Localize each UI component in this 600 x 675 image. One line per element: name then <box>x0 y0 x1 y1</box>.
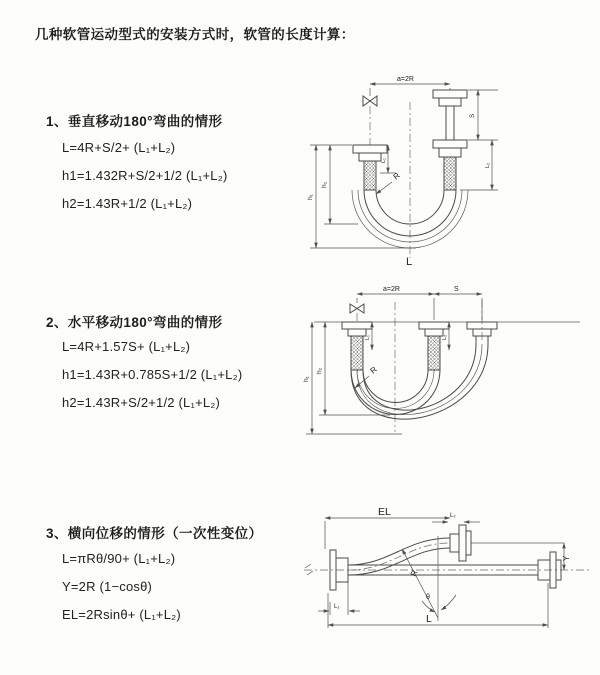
section-2-heading: 2、水平移动180°弯曲的情形 <box>46 315 223 330</box>
dim-label-theta: θ <box>426 594 430 601</box>
dim-label-r: R <box>408 568 420 578</box>
dimension-a2r <box>370 76 450 96</box>
section-1-heading: 1、垂直移动180°弯曲的情形 <box>46 114 223 129</box>
dim-label-l1: L₁ <box>365 335 371 340</box>
left-pipe-flange <box>342 322 372 370</box>
dim-label-l2: L₂ <box>485 162 491 168</box>
dim-label-y: Y <box>562 555 571 561</box>
valve-icon <box>350 304 364 322</box>
dim-label-r: R <box>368 364 379 376</box>
radius-callout <box>402 536 438 621</box>
dim-label-h2: h₂ <box>321 181 328 188</box>
diagram-vertical-180-bend <box>300 70 560 270</box>
radius-callout <box>376 171 402 194</box>
dimension-l1 <box>380 145 396 173</box>
dim-label-l: L <box>406 256 413 268</box>
dim-label-r: R <box>391 170 402 182</box>
diagram-lateral-displacement <box>298 503 598 658</box>
dim-label-s: S <box>454 286 459 293</box>
dimension-l2 <box>442 322 449 350</box>
formula-line: EL=2Rsinθ+ (L₁+L₂) <box>62 607 181 622</box>
formula-line: L=πRθ/90+ (L₁+L₂) <box>62 551 176 566</box>
dim-label-l1: L₁ <box>334 604 340 610</box>
hose-u-initial <box>351 370 440 415</box>
upper-flange <box>450 525 471 561</box>
dimension-h1 <box>307 145 416 248</box>
angle-theta <box>422 594 456 612</box>
dimension-s <box>468 90 498 140</box>
formula-line: h2=1.43R+S/2+1/2 (L₁+L₂) <box>62 395 221 410</box>
dim-label-l2: L₂ <box>442 334 448 340</box>
formula-line: L=4R+1.57S+ (L₁+L₂) <box>62 339 191 354</box>
valve-icon <box>363 96 377 145</box>
middle-pipe-flange <box>419 322 449 370</box>
dim-label-el: EL <box>378 506 391 518</box>
right-flange <box>538 552 561 588</box>
left-pipe-flange <box>353 145 387 190</box>
dim-label-l: L <box>426 613 432 625</box>
dim-label-h1: h₁ <box>307 194 314 200</box>
formula-line: Y=2R (1−cosθ) <box>62 579 153 594</box>
dim-label-l2: L₂ <box>450 513 456 519</box>
dimension-h2 <box>321 145 358 224</box>
break-mark <box>305 564 313 575</box>
hose-s-curve <box>348 538 450 575</box>
formula-line: h1=1.432R+S/2+1/2 (L₁+L₂) <box>62 168 228 183</box>
dim-label-h2: h₂ <box>316 367 323 374</box>
formula-line: L=4R+S/2+ (L₁+L₂) <box>62 140 176 155</box>
dim-label-a2r: a=2R <box>383 286 400 293</box>
dimension-l1 <box>365 322 372 350</box>
dim-label-s: S <box>469 113 476 118</box>
dimension-l2 <box>432 513 480 522</box>
diagram-horizontal-180-bend <box>298 282 598 462</box>
dimension-l1 <box>318 579 360 615</box>
dimension-el <box>325 506 450 549</box>
dim-label-h1: h₁ <box>303 376 310 382</box>
page-title: 几种软管运动型式的安装方式时，软管的长度计算： <box>35 27 355 42</box>
formula-line: h2=1.43R+1/2 (L₁+L₂) <box>62 196 193 211</box>
dimension-a2r <box>357 286 482 320</box>
right-pipe-flange <box>433 90 467 190</box>
dim-label-l1: L₁ <box>381 158 387 163</box>
dim-label-a2r: a=2R <box>397 76 414 83</box>
section-3-heading: 3、横向位移的情形（一次性变位） <box>46 526 263 541</box>
formula-line: h1=1.43R+0.785S+1/2 (L₁+L₂) <box>62 367 243 382</box>
